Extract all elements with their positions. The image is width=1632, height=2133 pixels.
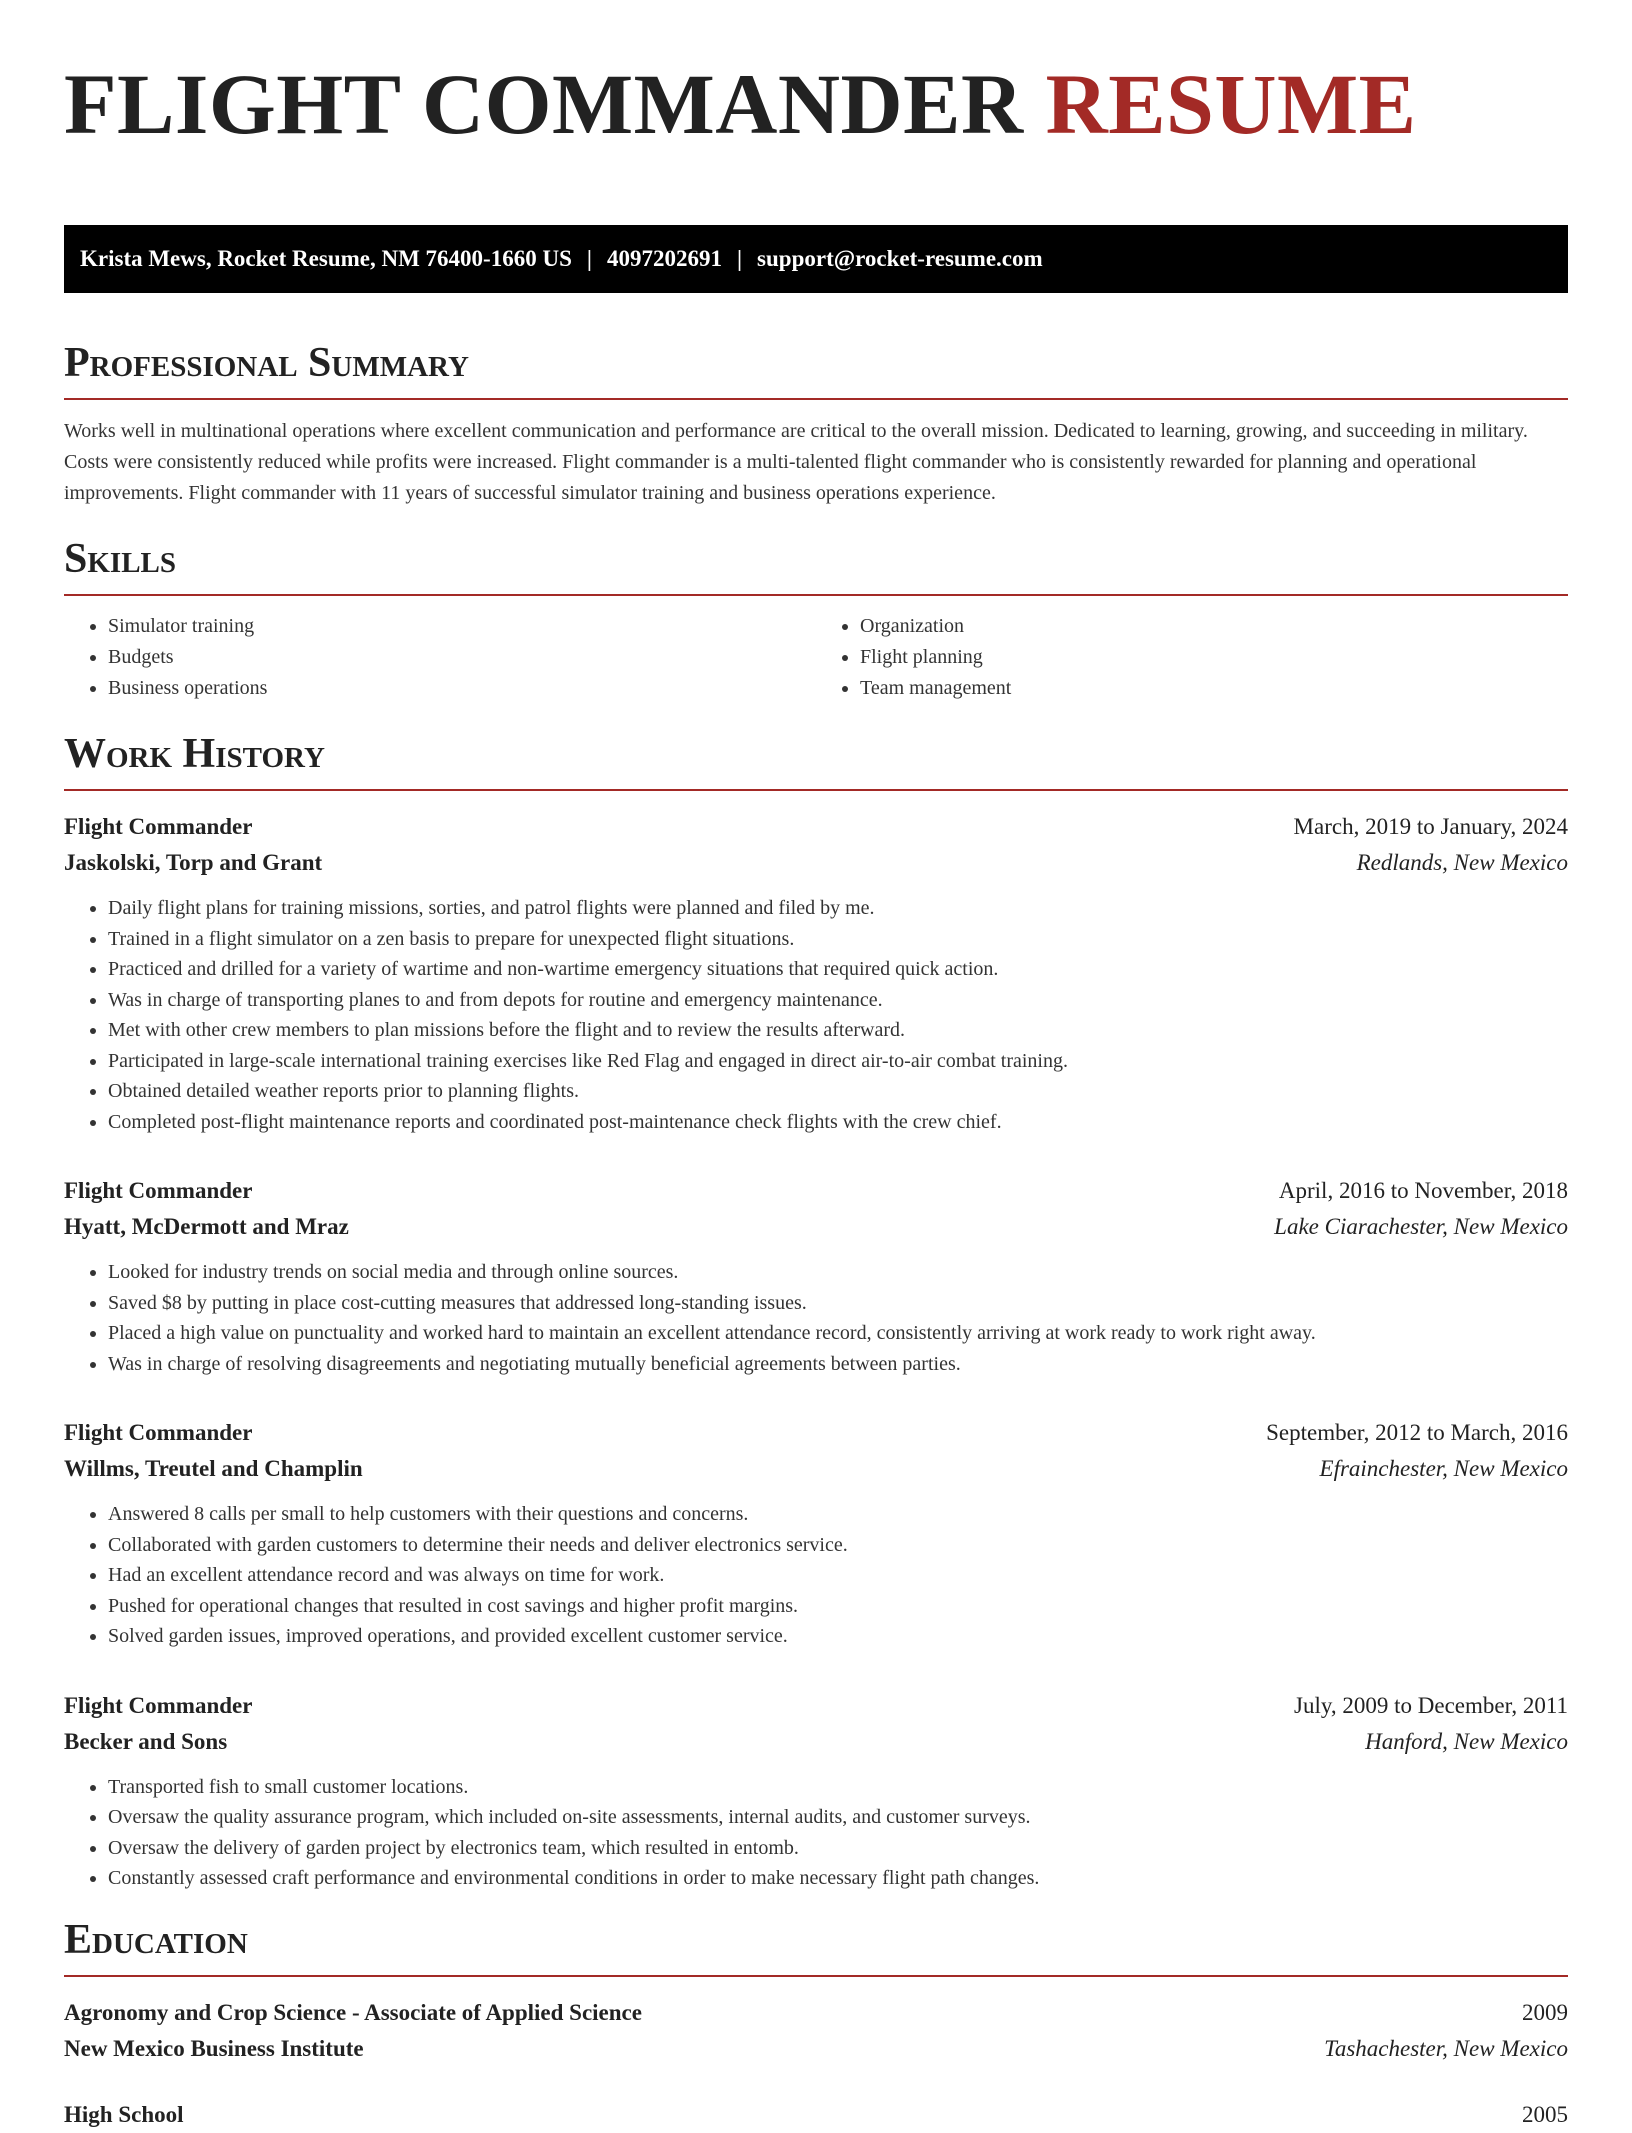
summary-text: Works well in multinational operations where excellent communication and performance are critical to the overall mission. Dedicated to learning, growing, and succeeding in military. Costs were consistently reduced while profits were increased. Flight commander is a multi-talented flight commander who is consistently rewarded for planning and operational improvements. Flight commander with 11 years of successful simulator training and business operations experience. xyxy=(64,420,1528,504)
work-history-section xyxy=(64,728,1568,1894)
contact-address: Krista Mews, Rocket Resume, NM 76400-1660 US xyxy=(80,246,572,271)
skills-section xyxy=(64,533,1568,704)
job-location: Redlands, New Mexico xyxy=(1356,850,1568,875)
title-main: FLIGHT COMMANDER xyxy=(64,56,1024,152)
job-bullet: • Oversaw the quality assurance program, which included on-site assessments, internal audits, and customer surveys. xyxy=(108,1802,1568,1833)
job-bullet: • Constantly assessed craft performance and environmental conditions in order to make necessary flight path changes. xyxy=(108,1863,1568,1894)
job-bullet: • Answered 8 calls per small to help customers with their questions and concerns. xyxy=(108,1499,1568,1530)
professional-summary-section xyxy=(64,337,1568,509)
job-title: Flight Commander xyxy=(64,814,253,839)
job-title: Flight Commander xyxy=(64,1692,253,1718)
job-company: Willms, Treutel and Champlin xyxy=(64,1456,363,1481)
job-location: Efrainchester, New Mexico xyxy=(1319,1456,1568,1481)
job-location: Lake Ciarachester, New Mexico xyxy=(1274,1214,1568,1239)
job-bullet: • Had an excellent attendance record and was always on time for work. xyxy=(108,1560,1568,1591)
education-entry xyxy=(64,2097,1568,2133)
job-entry xyxy=(64,1415,1568,1652)
title-accent: RESUME xyxy=(1045,56,1417,152)
section-divider xyxy=(64,398,1568,400)
contact-email: support@rocket-resume.com xyxy=(757,246,1043,271)
skill-item: • Team management xyxy=(860,673,1568,704)
job-dates: March, 2019 to January, 2024 xyxy=(1293,814,1568,839)
education-year: 2009 xyxy=(1522,1999,1568,2025)
job-title: Flight Commander xyxy=(64,1178,253,1203)
job-bullet: • Met with other crew members to plan missions before the flight and to review the results afterward. xyxy=(108,1015,1568,1046)
section-heading: Education xyxy=(64,1916,248,1963)
job-bullet: • Transported fish to small customer locations. xyxy=(108,1772,1568,1803)
resume-title xyxy=(64,52,1568,156)
job-bullet: • Collaborated with garden customers to determine their needs and deliver electronics service. xyxy=(108,1530,1568,1561)
job-bullet: • Solved garden issues, improved operations, and provided excellent customer service. xyxy=(108,1621,1568,1652)
education-section xyxy=(64,1914,1568,2133)
section-divider xyxy=(64,789,1568,791)
education-location: Tashachester, New Mexico xyxy=(1324,2035,1568,2061)
job-bullet: • Participated in large-scale international training exercises like Red Flag and engaged in direct air-to-air combat training. xyxy=(108,1046,1568,1077)
skill-item: • Budgets xyxy=(108,642,816,673)
contact-separator: | xyxy=(736,246,743,271)
job-bullets xyxy=(64,1257,1568,1379)
job-company: Becker and Sons xyxy=(64,1728,228,1754)
job-bullet: • Pushed for operational changes that resulted in cost savings and higher profit margins. xyxy=(108,1591,1568,1622)
skill-item: • Simulator training xyxy=(108,611,816,642)
job-bullet: • Saved $8 by putting in place cost-cutting measures that addressed long-standing issues. xyxy=(108,1288,1568,1319)
job-bullet: • Was in charge of transporting planes to and from depots for routine and emergency maintenance. xyxy=(108,985,1568,1016)
job-bullets xyxy=(64,1499,1568,1652)
job-bullet: • Placed a high value on punctuality and worked hard to maintain an excellent attendance record, consistently arriving at work ready to work right away. xyxy=(108,1318,1568,1349)
job-bullet: • Practiced and drilled for a variety of wartime and non-wartime emergency situations that required quick action. xyxy=(108,954,1568,985)
section-heading: Work History xyxy=(64,731,325,777)
job-bullet: • Obtained detailed weather reports prior to planning flights. xyxy=(108,1076,1568,1107)
section-heading: Professional Summary xyxy=(64,340,469,386)
education-entry xyxy=(64,1995,1568,2067)
job-bullet: • Was in charge of resolving disagreements and negotiating mutually beneficial agreements between parties. xyxy=(108,1349,1568,1380)
job-bullets xyxy=(64,893,1568,1137)
job-entry xyxy=(64,809,1568,1137)
job-dates: April, 2016 to November, 2018 xyxy=(1278,1178,1568,1203)
job-bullet: • Completed post-flight maintenance reports and coordinated post-maintenance check flights with the crew chief. xyxy=(108,1107,1568,1138)
job-company: Jaskolski, Torp and Grant xyxy=(64,850,323,875)
job-dates: September, 2012 to March, 2016 xyxy=(1266,1420,1568,1445)
contact-separator: | xyxy=(586,246,592,271)
section-divider xyxy=(64,1975,1568,1977)
skills-column xyxy=(64,611,816,704)
job-location: Hanford, New Mexico xyxy=(1365,1728,1568,1754)
section-heading: Skills xyxy=(64,536,177,582)
skills-column xyxy=(816,611,1568,704)
job-bullet: • Oversaw the delivery of garden project by electronics team, which resulted in entomb. xyxy=(108,1833,1568,1864)
job-bullets xyxy=(64,1772,1568,1894)
job-bullet: • Looked for industry trends on social media and through online sources. xyxy=(108,1257,1568,1288)
contact-phone: 4097202691 xyxy=(606,246,722,271)
job-entry xyxy=(64,1688,1568,1894)
skill-item: • Business operations xyxy=(108,673,816,704)
job-entry xyxy=(64,1173,1568,1379)
education-year: 2005 xyxy=(1522,2101,1568,2127)
education-degree: Agronomy and Crop Science - Associate of Applied Science xyxy=(64,1999,642,2025)
job-company: Hyatt, McDermott and Mraz xyxy=(64,1214,349,1239)
job-dates: July, 2009 to December, 2011 xyxy=(1294,1692,1568,1718)
job-title: Flight Commander xyxy=(64,1420,253,1445)
education-degree: High School xyxy=(64,2101,184,2127)
job-bullet: • Daily flight plans for training missions, sorties, and patrol flights were planned and filed by me. xyxy=(108,893,1568,924)
education-school: New Mexico Business Institute xyxy=(64,2035,364,2061)
section-divider xyxy=(64,594,1568,596)
job-bullet: • Trained in a flight simulator on a zen basis to prepare for unexpected flight situations. xyxy=(108,924,1568,955)
skills-list xyxy=(64,611,1568,704)
contact-bar xyxy=(64,225,1568,293)
skill-item: • Organization xyxy=(860,611,1568,642)
skill-item: • Flight planning xyxy=(860,642,1568,673)
